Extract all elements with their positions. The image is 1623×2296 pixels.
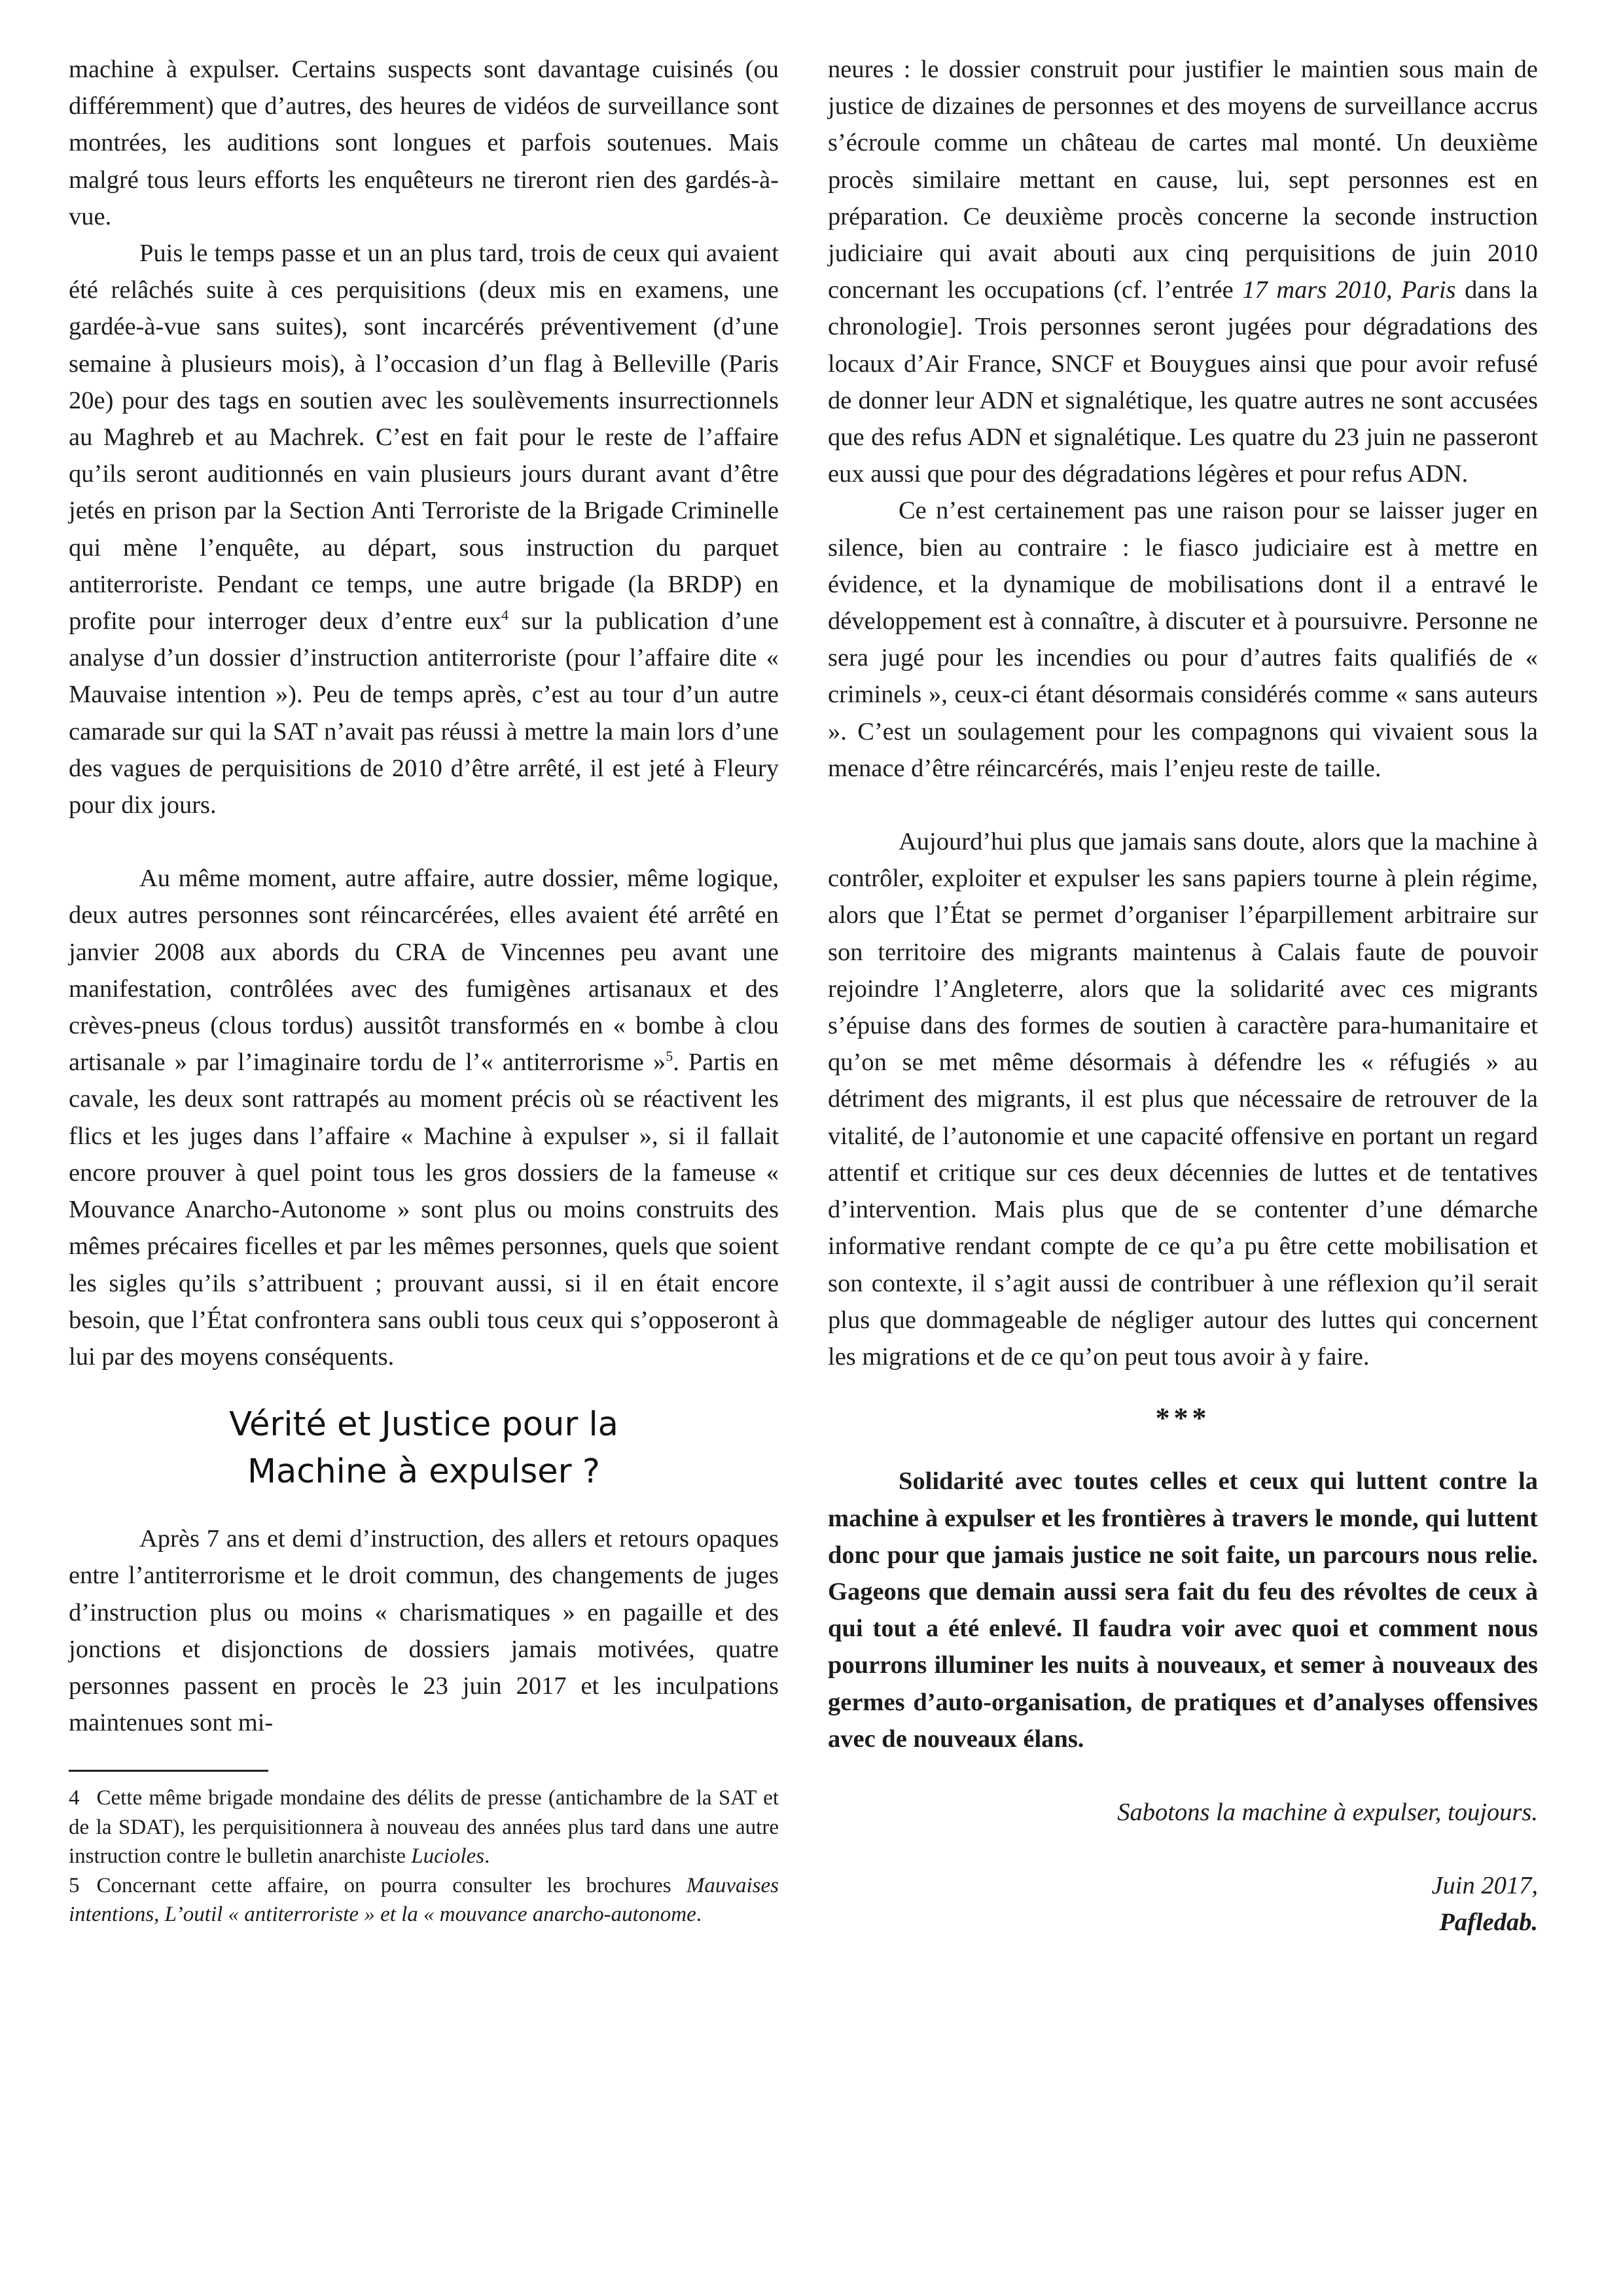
paragraph: neures : le dossier construit pour justifier le maintien sous main de justice de dizaines de personnes et des moyens de surveillance accrus s’écroule comme un château de cartes mal monté. Un deuxième procès similaire mettant en cause, lui, sept personnes est en préparation. Ce deuxième procès concerne la seconde instruction judiciaire qui avait abouti aux cinq perquisitions de juin 2010 concernant les occupations (cf. l’entrée 17 mars 2010, Paris dans la chronologie]. Trois personnes seront jugées pour dégradations des locaux d’Air France, SNCF et Bouygues ainsi que pour avoir refusé de donner leur ADN et signalétique, les quatre autres ne sont accusées que des refus ADN et signalétique. Les quatre du 23 juin ne passeront eux aussi que pour des dégradations légères et pour refus ADN. [828,56,1538,488]
right-column [828,51,1538,1941]
signature-author: Pafledab. [1439,1909,1538,1937]
footnote-4: 4 Cette même brigade mondaine des délits de presse (antichambre de la SAT et de la SDAT), les perquisitionnera à nouveau des années plus tard dans une autre instruction contre le bulletin anarchiste Lucioles. [69,1786,779,1869]
paragraph: Au même moment, autre affaire, autre dossier, même logique, deux autres personnes sont réincarcérées, elles avaient été arrêté en janvier 2008 aux abords du CRA de Vincennes peu avant une manifestation, contrôlées avec des fumigènes artisanaux et des crèves-pneus (clous tordus) aussitôt transformés en « bombe à clou artisanale » par l’imaginaire tordu de l’« antiterrorisme »$^5$. Partis en cavale, les deux sont rattrapés au moment précis où se réactivent les flics et les juges dans l’affaire « Machine à expulser », si il fallait encore prouver à quel point tous les gros dossiers de la fameuse « Mouvance Anarcho-Autonome » sont plus ou moins construits des mêmes précaires ficelles et par les mêmes personnes, quels que soient les sigles qu’ils s’attribuent ; prouvant aussi, si il en était encore besoin, que l’État confrontera sans oubli tous ceux qui s’opposeront à lui par des moyens conséquents. [69,865,779,1371]
section-heading: Vérité et Justice pour la Machine à expulser ? [229,1405,618,1492]
footnote-ref[interactable]: 4 [501,607,509,624]
paragraph: Puis le temps passe et un an plus tard, trois de ceux qui avaient été relâchés suite à ces perquisitions (deux mis en examens, une gardée-à-vue sans suites), sont incarcérés préventivement (d’une semaine à plusieurs mois), à l’occasion d’un flag à Belleville (Paris 20e) pour des tags en soutien avec les soulèvements insurrectionnels au Maghreb et au Machrek. C’est en fait pour le reste de l’affaire qu’ils seront auditionnés en vain plusieurs jours durant avant d’être jetés en prison par la Section Anti Terroriste de la Brigade Criminelle qui mène l’enquête, au départ, sous instruction du parquet antiterroriste. Pendant ce temps, une autre brigade (la BRDP) en profite pour interroger deux d’entre eux$^4$ sur la publication d’une analyse d’un dossier d’instruction antiterroriste (pour l’affaire dite « Mauvaise intention »). Peu de temps après, c’est au tour d’un autre camarade sur qui la SAT n’avait pas réussi à mettre la main lors d’une des vagues de perquisitions de 2010 d’être arrêté, il est jeté à Fleury pour dix jours. [69,240,779,819]
paragraph: Ce n’est certainement pas une raison pour se laisser juger en silence, bien au contraire : le fiasco judiciaire est à mettre en évidence, et la dynamique de mobilisations dont il a entravé le développement est à connaître, à discuter et à poursuivre. Personne ne sera jugé pour les incendies ou pour d’autres faits qualifiés de « criminels », ceux-ci étant désormais considérés comme « sans auteurs ». C’est un soulagement pour les compagnons qui vivaient sous la menace d’être réincarcérés, mais l’enjeu reste de taille. [828,497,1538,782]
signature-date: Juin 2017, [1431,1872,1538,1900]
slogan: Sabotons la machine à expulser, toujours. [1117,1798,1538,1826]
paragraph: machine à expulser. Certains suspects sont davantage cuisinés (ou différemment) que d’autres, des heures de vidéos de surveillance sont montrées, les auditions sont longues et parfois soutenues. Mais malgré tous leurs efforts les enquêteurs ne tireront rien des gardés-à-vue. [69,56,779,230]
left-column [69,51,779,1929]
closing-statement: Solidarité avec toutes celles et ceux qui luttent contre la machine à expulser et les frontières à travers le monde, qui luttent donc pour que jamais justice ne soit faite, un parcours nous relie. Gageons que demain aussi sera fait du feu des révoltes de ceux à qui tout a été enlevé. Il faudra voir avec quoi et comment nous pourrons illuminer les nuits à nouveaux, et semer à nouveaux des germes d’auto-organisation, de pratiques et d’analyses offensives avec de nouveaux élans. [828,1467,1538,1753]
paragraph: Aujourd’hui plus que jamais sans doute, alors que la machine à contrôler, exploiter et expulser les sans papiers tourne à plein régime, alors que l’État se permet d’organiser l’éparpillement arbitraire sur son territoire des migrants maintenus à Calais faute de pouvoir rejoindre l’Angleterre, alors que la solidarité avec ces migrants s’épuise dans des formes de soutien à caractère para-humanitaire et qu’on se met même désormais à défendre les « réfugiés » au détriment des migrants, il est plus que nécessaire de retrouver de la vitalité, de l’autonomie et une capacité offensive en portant un regard attentif et critique sur ces deux décennies de luttes et de tentatives d’intervention. Mais plus que de se contenter d’une démarche informative rendant compte de ce qu’a pu être cette mobilisation et son contexte, il s’agit aussi de contribuer à une réflexion qu’il serait plus que dommageable de négliger autour des luttes qui concernent les migrations et de ce qu’on peut tous avoir à y faire. [828,828,1538,1371]
section-separator: *** [1155,1402,1211,1435]
footnote-divider [69,1770,268,1772]
footnote-ref[interactable]: 5 [666,1048,673,1065]
footnote-5: 5 Concernant cette affaire, on pourra consulter les brochures Mauvaises intentions, L’outil « antiterroriste » et la « mouvance anarcho-autonome. [69,1873,779,1927]
paragraph: Après 7 ans et demi d’instruction, des allers et retours opaques entre l’antiterrorisme et le droit commun, des changements de juges d’instruction plus ou moins « charismatiques » en pagaille et des jonctions et disjonctions de dossiers jamais motivées, quatre personnes passent en procès le 23 juin 2017 et les inculpations maintenues sont mi- [69,1525,779,1737]
